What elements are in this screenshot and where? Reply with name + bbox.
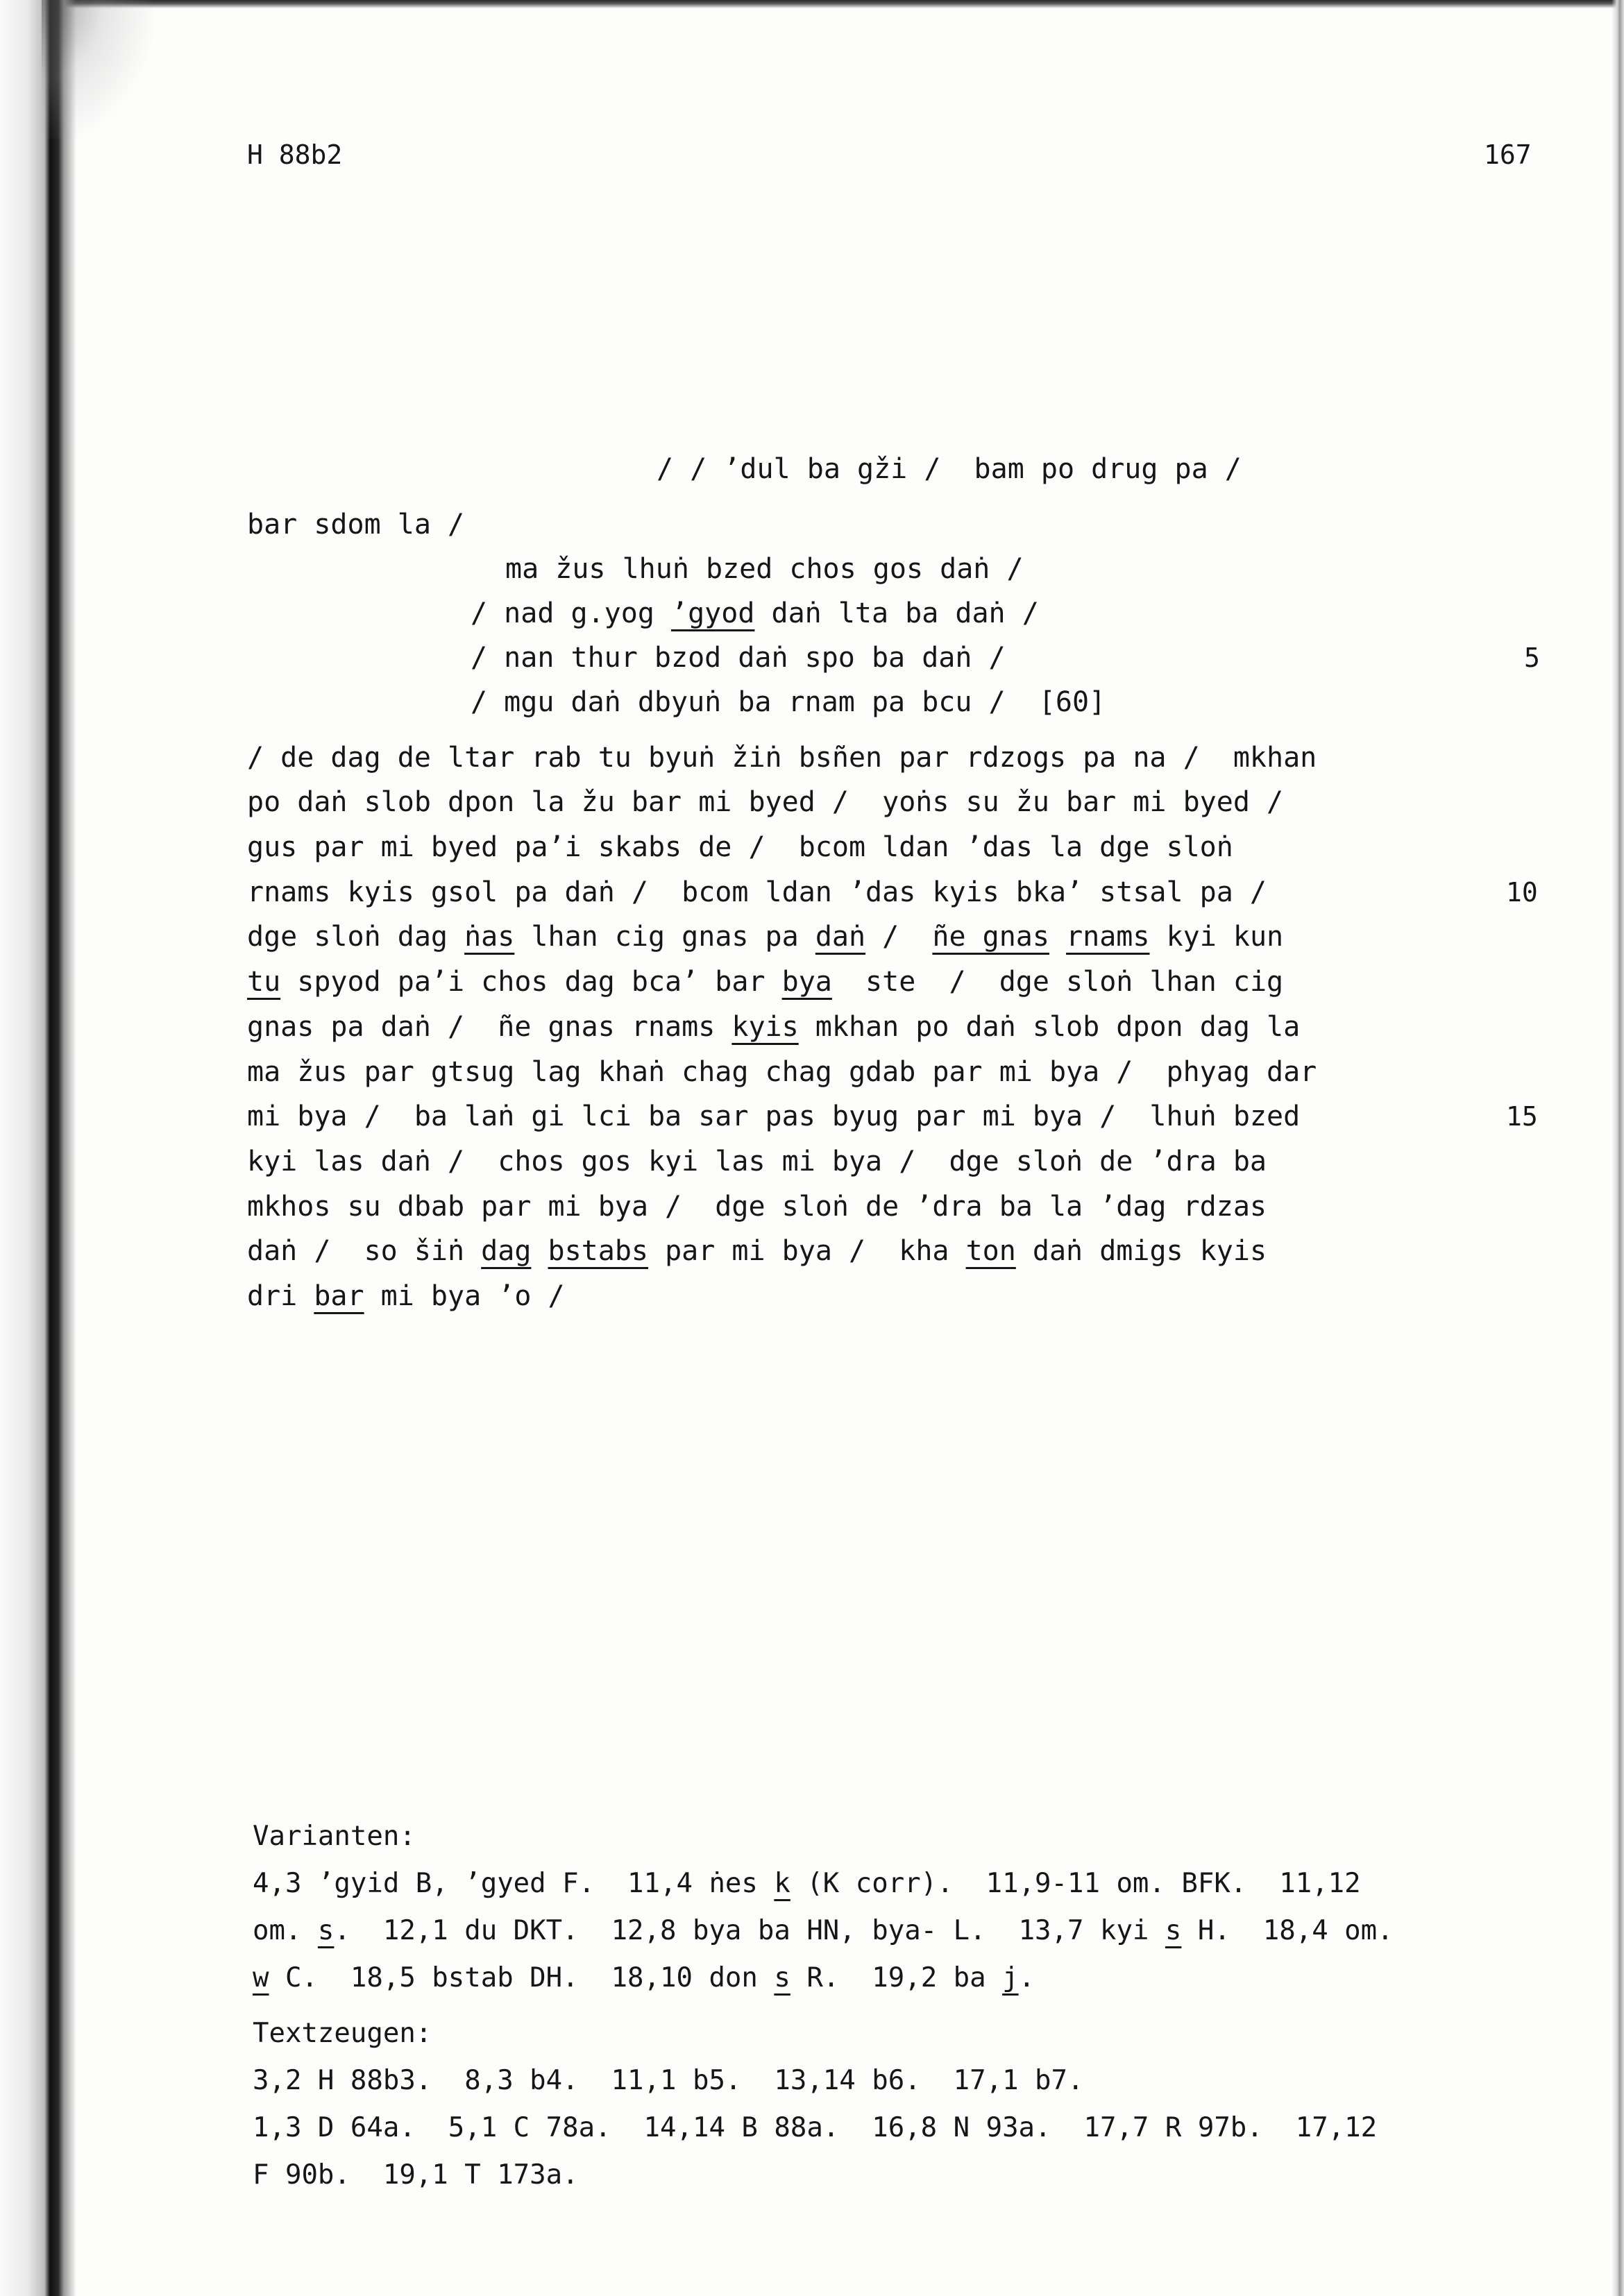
text-line: dri bar mi bya ’o / xyxy=(247,1280,565,1312)
underlined-word: kyis xyxy=(731,1011,799,1043)
text-line: / nan thur bzod daṅ spo ba daṅ / xyxy=(471,642,1006,674)
witness-line: 3,2 H 88b3. 8,3 b4. 11,1 b5. 13,14 b6. 17,1 b7. xyxy=(253,2065,1084,2096)
underlined-word: s xyxy=(317,1915,335,1946)
text-line: / nad g.yog ’gyod daṅ lta ba daṅ / xyxy=(471,597,1039,629)
underlined-word: ton xyxy=(965,1235,1016,1267)
scan-edge-top xyxy=(0,0,1624,8)
text-line: mi bya / ba laṅ gi lci ba sar pas byug par mi bya / lhuṅ bzed xyxy=(247,1100,1301,1132)
underlined-word: tu xyxy=(247,966,281,998)
underlined-word: bya xyxy=(781,966,832,998)
underlined-word: s xyxy=(1165,1915,1182,1946)
text-line: dge sloṅ dag ṅas lhan cig gnas pa daṅ / ñe gnas rnams kyi kun xyxy=(247,921,1284,953)
running-header-siglum: H 88b2 xyxy=(247,139,343,170)
underlined-word: k xyxy=(774,1868,790,1899)
scan-edge-right xyxy=(1612,0,1624,2296)
line-number: 10 xyxy=(1506,877,1538,908)
underlined-word: ’gyod xyxy=(670,597,755,629)
variant-line: om. s. 12,1 du DKT. 12,8 bya ba HN, bya- L. 13,7 kyi s H. 18,4 om. xyxy=(253,1915,1394,1946)
underlined-word: ṅas xyxy=(464,921,515,953)
underlined-word: bar xyxy=(314,1280,364,1312)
text-line: po daṅ slob dpon la žu bar mi byed / yoṅs su žu bar mi byed / xyxy=(247,786,1284,818)
underlined-word: w xyxy=(253,1962,269,1993)
witness-line: 1,3 D 64a. 5,1 C 78a. 14,14 B 88a. 16,8 N 93a. 17,7 R 97b. 17,12 xyxy=(253,2112,1378,2143)
variants-heading: Varianten: xyxy=(253,1821,416,1852)
text-line: gnas pa daṅ / ñe gnas rnams kyis mkhan po daṅ slob dpon dag la xyxy=(247,1011,1301,1043)
witnesses-heading: Textzeugen: xyxy=(253,2018,432,2049)
text-line: / / ’dul ba gži / bam po drug pa / xyxy=(657,453,1242,485)
text-line: ma žus par gtsug lag khaṅ chag chag gdab par mi bya / phyag dar xyxy=(247,1056,1317,1088)
underlined-word: j xyxy=(1002,1962,1019,1993)
scan-corner-shadow xyxy=(42,0,153,139)
underlined-word: s xyxy=(774,1962,790,1993)
underlined-word: rnams xyxy=(1066,921,1150,953)
underlined-word: ñe gnas xyxy=(932,921,1049,953)
variant-line: w C. 18,5 bstab DH. 18,10 don s R. 19,2 ba j. xyxy=(253,1962,1035,1993)
text-line: bar sdom la / xyxy=(247,509,465,541)
variant-line: 4,3 ’gyid B, ’gyed F. 11,4 ṅes k (K corr). 11,9-11 om. BFK. 11,12 xyxy=(253,1868,1361,1899)
text-line: / mgu daṅ dbyuṅ ba rnam pa bcu / [60] xyxy=(471,686,1106,718)
text-line: tu spyod pa’i chos dag bca’ bar bya ste / dge sloṅ lhan cig xyxy=(247,966,1284,998)
line-number: 5 xyxy=(1524,643,1540,673)
text-line: kyi las daṅ / chos gos kyi las mi bya / dge sloṅ de ’dra ba xyxy=(247,1146,1267,1177)
text-line: / de dag de ltar rab tu byuṅ žiṅ bsñen par rdzogs pa na / mkhan xyxy=(247,742,1317,774)
text-line: mkhos su dbab par mi bya / dge sloṅ de ’dra ba la ’dag rdzas xyxy=(247,1191,1267,1223)
text-line: rnams kyis gsol pa daṅ / bcom ldan ’das kyis bka’ stsal pa / xyxy=(247,876,1267,908)
underlined-word: dag xyxy=(481,1235,532,1267)
underlined-word: daṅ xyxy=(815,921,866,953)
witness-line: F 90b. 19,1 T 173a. xyxy=(253,2159,579,2191)
line-number: 15 xyxy=(1506,1101,1538,1132)
page-number: 167 xyxy=(1484,139,1532,170)
underlined-word: bstabs xyxy=(548,1235,648,1267)
text-line: daṅ / so šiṅ dag bstabs par mi bya / kha ton daṅ dmigs kyis xyxy=(247,1235,1267,1267)
scan-binding-shadow xyxy=(0,0,76,2296)
text-line: gus par mi byed pa’i skabs de / bcom ldan ’das la dge sloṅ xyxy=(247,831,1233,863)
text-line: ma žus lhuṅ bzed chos gos daṅ / xyxy=(505,553,1024,585)
